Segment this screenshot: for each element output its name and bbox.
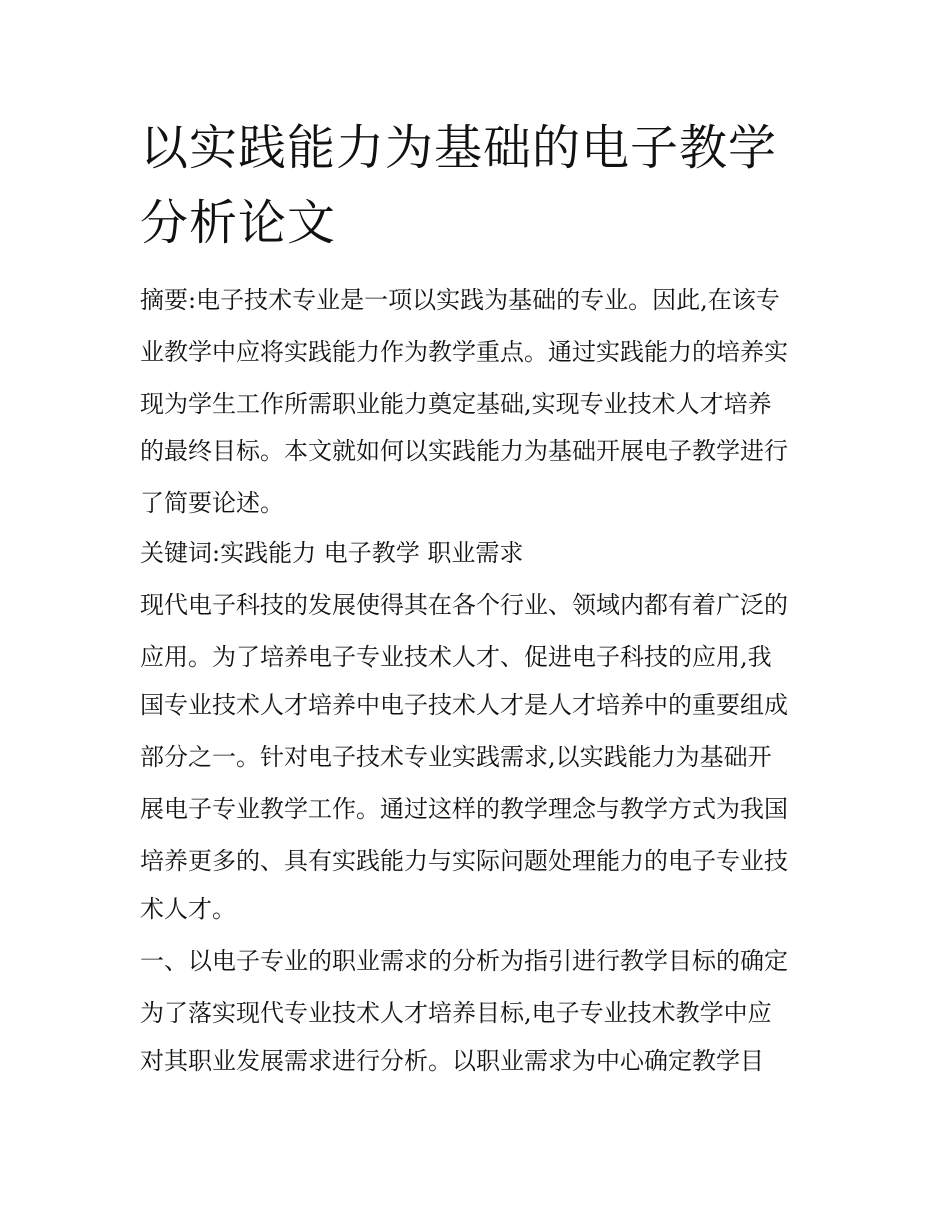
abstract-line-4: 的最终目标。本文就如何以实践能力为基础开展电子教学进行 [140,437,788,465]
body-line-8: 为了落实现代专业技术人才培养目标,电子专业技术教学中应 [140,999,772,1027]
body-line-3: 国专业技术人才培养中电子技术人才是人才培养中的重要组成 [140,691,788,719]
keywords-line: 关键词:实践能力 电子教学 职业需求 [140,539,524,567]
body-line-6: 培养更多的、具有实践能力与实际问题处理能力的电子专业技 [140,847,788,875]
abstract-line-1: 摘要:电子技术专业是一项以实践为基础的专业。因此,在该专 [140,286,780,314]
body-line-2: 应用。为了培养电子专业技术人才、促进电子科技的应用,我 [140,643,772,671]
document-title-line-2: 分析论文 [140,195,337,251]
document-title-line-1: 以实践能力为基础的电子教学 [140,120,778,176]
abstract-line-5: 了简要论述。 [140,489,284,517]
section-heading-1: 一、以电子专业的职业需求的分析为指引进行教学目标的确定 [140,947,788,975]
body-line-7: 术人才。 [140,895,236,923]
body-line-5: 展电子专业教学工作。通过这样的教学理念与教学方式为我国 [140,795,788,823]
abstract-line-2: 业教学中应将实践能力作为教学重点。通过实践能力的培养实 [140,338,788,366]
abstract-line-3: 现为学生工作所需职业能力奠定基础,实现专业技术人才培养 [140,390,772,418]
body-line-4: 部分之一。针对电子技术专业实践需求,以实践能力为基础开 [140,743,772,771]
body-line-1: 现代电子科技的发展使得其在各个行业、领域内都有着广泛的 [140,591,788,619]
body-line-9: 对其职业发展需求进行分析。以职业需求为中心确定教学目 [140,1047,764,1075]
